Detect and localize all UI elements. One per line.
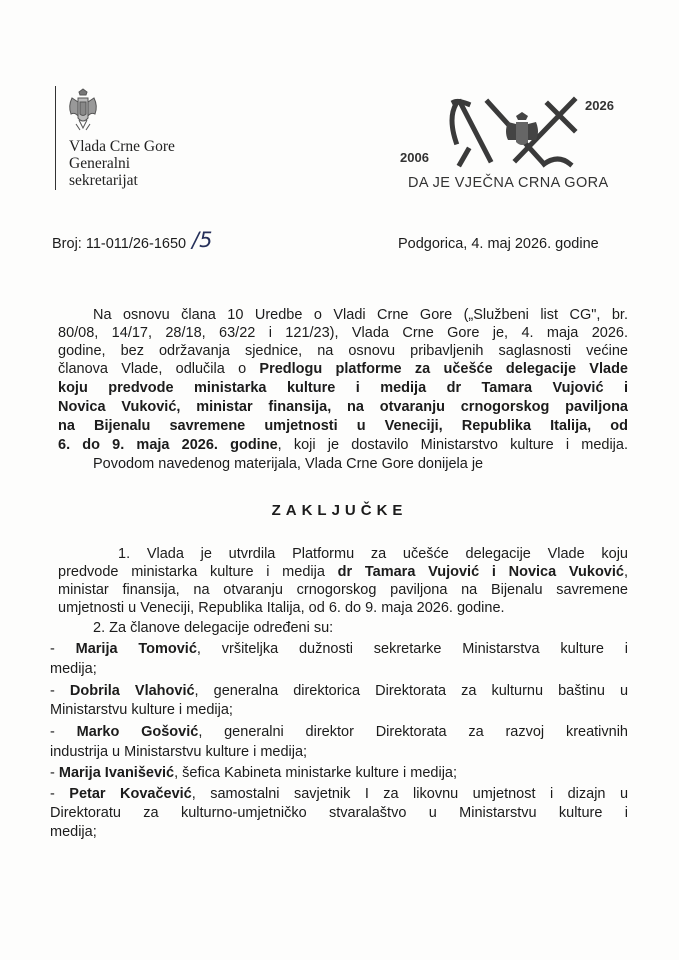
- intro-line: na Bijenalu savremene umjetnosti u Veneciji, Republika Italija, od: [58, 418, 628, 434]
- intro-line: Novica Vuković, ministar finansija, na otvaranju crnogorskog paviljona: [58, 399, 628, 415]
- place-and-date: Podgorica, 4. maj 2026. godine: [398, 236, 599, 252]
- conclusion-line: [58, 564, 628, 581]
- list-dash: -: [50, 641, 76, 657]
- member-name: Petar Kovačević: [69, 786, 192, 802]
- member-name: Dobrila Vlahović: [69, 683, 195, 699]
- member-line: [50, 641, 628, 658]
- material-title: Predlogu platforme za učešće delegacije Vlade: [259, 361, 628, 377]
- conclusion-text: predvode ministarka kulture i medija: [58, 564, 338, 580]
- member-role: , šefica Kabineta ministarke kulture i medija;: [174, 765, 458, 781]
- gov-line-3: sekretarijat: [69, 172, 138, 189]
- member-role: , vršiteljka dužnosti sekretarke Ministarstva kulture i: [196, 641, 628, 657]
- delegation-heads: dr Tamara Vujović i Novica Vuković: [337, 564, 624, 580]
- list-dash: -: [50, 786, 70, 802]
- section-title: ZAKLJUČKE: [271, 502, 408, 519]
- logo-year-end: 2026: [585, 98, 614, 113]
- member-line: industrija u Ministarstvu kulture i medija;: [50, 744, 308, 760]
- member-line: [50, 724, 628, 741]
- intro-text: članova Vlade, odlučila o: [58, 361, 260, 377]
- member-role: , generalna direktorica Direktorata za kulturnu baštinu u: [194, 683, 629, 699]
- intro-line: godine, bez održavanja sjednice, na osnovu pribavljenih saglasnosti većine: [58, 343, 628, 359]
- member-line: Ministarstvu kulture i medija;: [50, 702, 233, 718]
- montenegro-coat-of-arms-icon: [66, 88, 100, 132]
- header-divider-line: [55, 86, 56, 190]
- member-role: , generalni direktor Direktorata za razvoj kreativnih: [198, 724, 628, 740]
- member-role: , samostalni savjetnik I za likovnu umjetnost i dizajn u: [191, 786, 629, 802]
- member-name: Marija Tomović: [75, 641, 197, 657]
- intro-line: 80/08, 14/17, 28/18, 63/22 i 121/23), Vlada Crne Gore je, 4. maja 2026.: [58, 325, 628, 341]
- conclusion-line: ministar finansija, na otvaranju crnogorskog paviljona na Bijenalu savremene: [58, 582, 628, 598]
- government-name: [69, 138, 175, 189]
- intro-line: koju predvode ministarka kulture i medija dr Tamara Vujović i: [58, 380, 628, 396]
- conclusion-line: 1. Vlada je utvrdila Platformu za učešće delegacije Vlade koju: [118, 546, 628, 562]
- list-dash: -: [50, 765, 59, 781]
- handwritten-number-suffix: /5: [192, 228, 213, 252]
- intro-text: , koji je dostavilo Ministarstvo kulture i medija.: [277, 437, 628, 453]
- member-line: [50, 765, 628, 782]
- list-dash: -: [50, 724, 77, 740]
- intro-line: Na osnovu člana 10 Uredbe o Vladi Crne Gore („Službeni list CG", br.: [93, 307, 628, 323]
- conclusion-line: umjetnosti u Veneciji, Republika Italija, od 6. do 9. maja 2026. godine.: [58, 600, 505, 616]
- conclusion-line: 2. Za članove delegacije određeni su:: [93, 620, 334, 636]
- member-line: medija;: [50, 824, 97, 840]
- gov-line-2: Generalni: [69, 155, 131, 172]
- conclusion-text: ,: [623, 564, 628, 580]
- logo-year-start: 2006: [400, 150, 429, 165]
- material-dates: 6. do 9. maja 2026. godine: [58, 437, 278, 453]
- intro-line: [58, 437, 628, 454]
- list-dash: -: [50, 683, 70, 699]
- logo-slogan: DA JE VJEČNA CRNA GORA: [408, 175, 609, 191]
- intro-line: [58, 361, 628, 378]
- member-name: Marija Ivanišević: [58, 765, 175, 781]
- member-line: Direktoratu za kulturno-umjetničko stvaralaštvo u Ministarstvu kulture i: [50, 805, 628, 821]
- gov-line-1: Vlada Crne Gore: [69, 138, 175, 155]
- member-line: [50, 786, 628, 803]
- member-line: medija;: [50, 661, 97, 677]
- intro-line: Povodom navedenog materijala, Vlada Crne Gore donijela je: [93, 456, 484, 472]
- member-name: Marko Gošović: [76, 724, 199, 740]
- document-number: Broj: 11-011/26-1650: [52, 236, 187, 252]
- member-line: [50, 683, 628, 700]
